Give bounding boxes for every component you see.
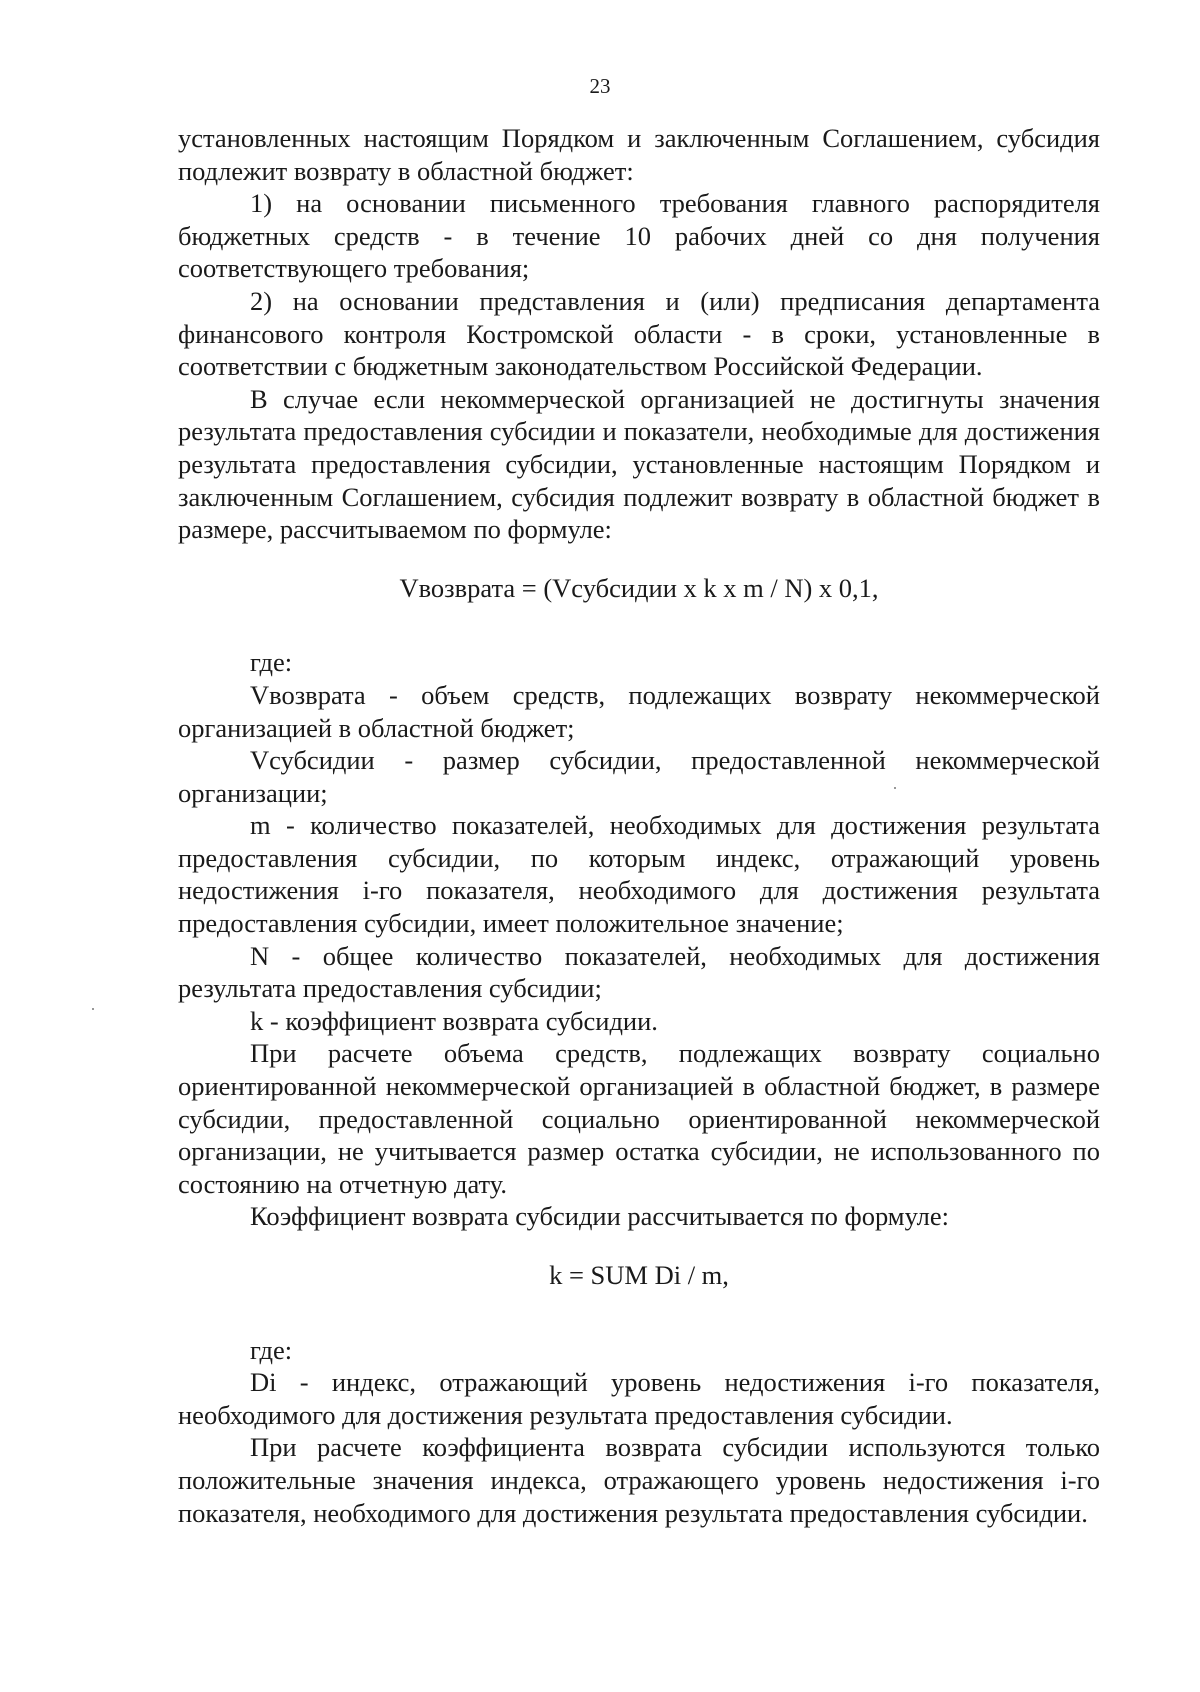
formula-return-volume: Vвозврата = (Vсубсидии x k x m / N) x 0,1, <box>399 572 879 603</box>
paragraph: В случае если некоммерческой организацией не достигнуты значения результата предоставления субсидии и показатели, необходимые для достижения результата предоставления субсидии, установленные настоящим Порядком и заключенным Соглашением, субсидия подлежит возврату в областной бюджет в размере, рассчитываемом по формуле: <box>178 383 1100 545</box>
where-label: где: <box>250 1334 293 1365</box>
where-label: где: <box>250 647 293 678</box>
definition-item: k - коэффициент возврата субсидии. <box>250 1005 658 1036</box>
paragraph: Коэффициент возврата субсидии рассчитывается по формуле: <box>250 1201 950 1232</box>
definition-item: Di - индекс, отражающий уровень недостижения i-го показателя, необходимого для достижения результата предоставления субсидии. <box>178 1367 1100 1430</box>
scan-speck <box>92 1008 94 1010</box>
paragraph: При расчете объема средств, подлежащих возврату социально ориентированной некоммерческой организацией в областной бюджет, в размере субсидии, предоставленной социально ориентированной некоммерческой организации, не учитывается размер остатка субсидии, не использованного по состоянию на отчетную дату. <box>178 1038 1100 1199</box>
formula-return-coefficient: k = SUM Di / m, <box>549 1260 729 1290</box>
definition-item: N - общее количество показателей, необходимых для достижения результата предоставления субсидии; <box>178 940 1100 1004</box>
definition-item: Vсубсидии - размер субсидии, предоставленной некоммерческой организации; <box>178 745 1100 808</box>
scan-speck <box>894 787 896 789</box>
paragraph: установленных настоящим Порядком и заключенным Соглашением, субсидия подлежит возврату в областной бюджет: <box>178 123 1100 186</box>
document-body <box>178 122 1100 1529</box>
paragraph: При расчете коэффициента возврата субсидии используются только положительные значения индекса, отражающего уровень недостижения i-го показателя, необходимого для достижения результата предоставления субсидии. <box>178 1432 1100 1528</box>
paragraph: 1) на основании письменного требования главного распорядителя бюджетных средств - в течение 10 рабочих дней со дня получения соответствующего требования; <box>178 188 1100 284</box>
definition-item: m - количество показателей, необходимых для достижения результата предоставления субсидии, по которым индекс, отражающий уровень недостижения i-го показателя, необходимого для достижения результата предоставления субсидии, имеет положительное значение; <box>178 810 1100 939</box>
page-number: 23 <box>589 74 611 98</box>
definition-item: Vвозврата - объем средств, подлежащих возврату некоммерческой организацией в областной бюджет; <box>178 679 1100 743</box>
paragraph: 2) на основании представления и (или) предписания департамента финансового контроля Костромской области - в сроки, установленные в соответствии с бюджетным законодательством Российской Федерации. <box>178 285 1100 382</box>
